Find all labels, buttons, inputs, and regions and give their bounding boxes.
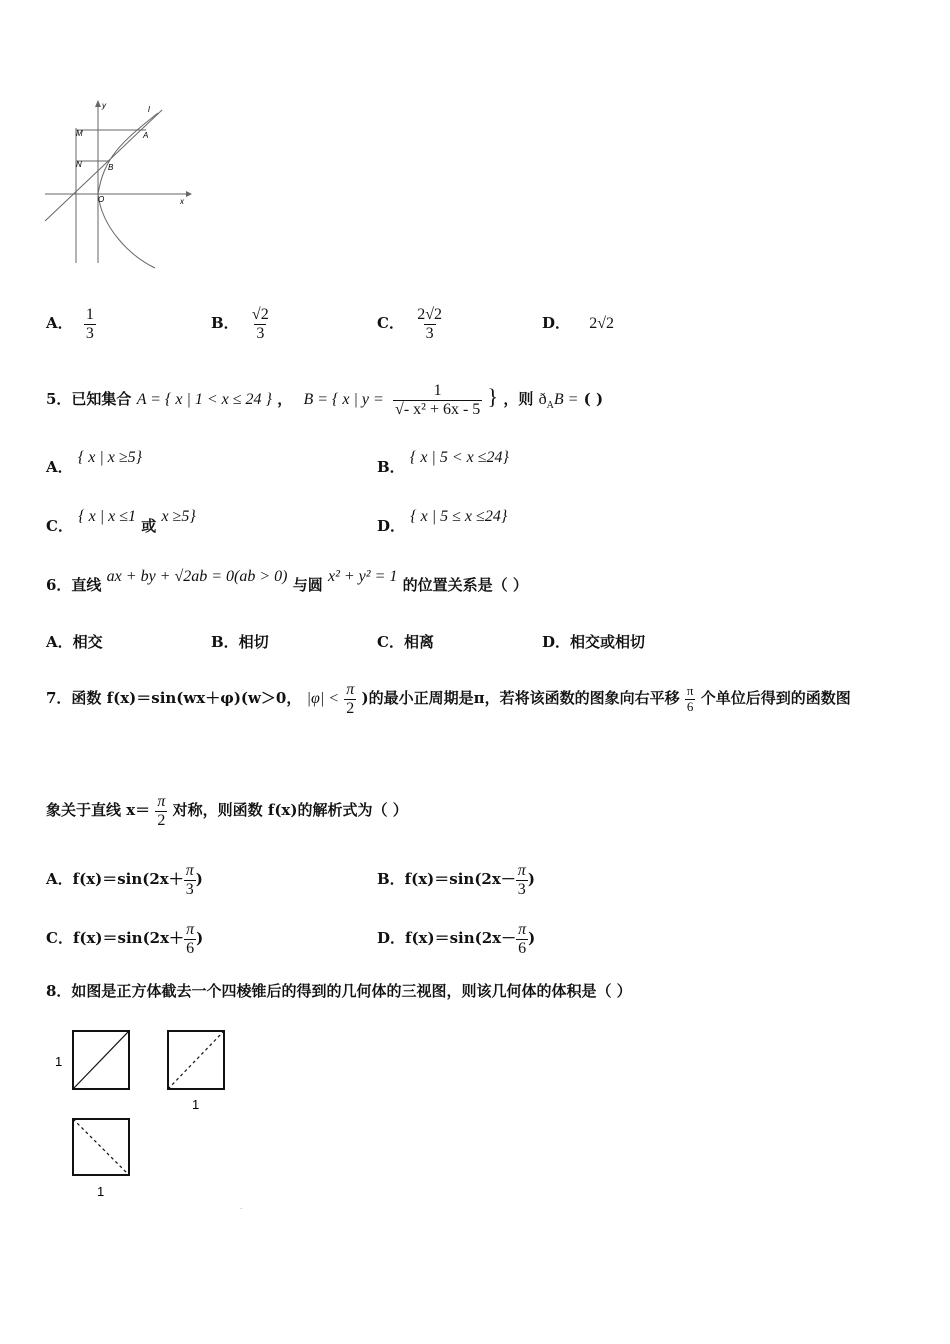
q4-b-den: 3	[256, 324, 265, 342]
q5-option-c[interactable]	[46, 508, 196, 536]
q7-option-d[interactable]	[377, 921, 535, 957]
stray-dot: .	[240, 1202, 243, 1211]
dim-label-front: 1	[55, 1054, 63, 1069]
q4-a-den: 3	[85, 324, 94, 342]
q7-option-c-label: C．f(x)＝sin(2x＋	[46, 929, 185, 948]
q7-option-a-label: A．f(x)＝sin(2x＋	[46, 870, 184, 889]
q7-six-den: 6	[686, 698, 694, 714]
q7-a-den: 3	[185, 880, 194, 898]
q7-pi-num: π	[346, 680, 355, 698]
q5-option-c-label: C．	[46, 517, 73, 535]
q6-tail: 的位置关系是（ ）	[402, 576, 528, 594]
question-5-stem	[46, 370, 603, 433]
question-7-line2	[46, 780, 408, 840]
q5-complement-sub: A	[546, 400, 554, 411]
q6-option-d[interactable]: D．相交或相切	[542, 633, 646, 651]
q5-option-a-label: A．	[46, 458, 73, 476]
q5-option-b[interactable]	[377, 449, 509, 477]
label-a: A	[143, 131, 149, 140]
q5-set-b-num: 1	[433, 381, 442, 399]
q4-a-num: 1	[85, 306, 94, 323]
q5-c-or: 或	[141, 517, 157, 535]
q6-option-a[interactable]: A．相交	[46, 633, 103, 651]
q4-option-b[interactable]	[211, 306, 271, 342]
q6-option-b[interactable]: B．相切	[211, 633, 269, 651]
q7-option-d-label: D．f(x)＝sin(2x－	[377, 929, 517, 948]
q5-paren: ( )	[583, 390, 604, 408]
question-8-stem: 8．如图是正方体截去一个四棱锥后的得到的几何体的三视图，则该几何体的体积是（ ）	[46, 982, 632, 1000]
q4-option-d-label: D．	[542, 314, 571, 332]
q5-set-a: A = { x | 1 < x ≤ 24 }	[136, 391, 272, 408]
q7-pi-num-2: π	[686, 683, 694, 699]
q5-option-b-label: B．	[377, 458, 405, 476]
label-n: N	[76, 160, 82, 169]
side-view-dashed	[168, 1031, 224, 1089]
dim-label-side: 1	[192, 1097, 200, 1112]
q4-c-den: 3	[425, 324, 434, 342]
q7-line2-a: 象关于直线 x＝	[46, 801, 151, 819]
front-view-diagonal	[73, 1031, 129, 1089]
q7-line2-b: 对称，则函数 f(x)的解析式为（ ）	[172, 801, 408, 819]
q6-option-c[interactable]: C．相离	[377, 633, 434, 651]
q4-option-a-label: A．	[46, 314, 73, 333]
label-l: l	[148, 105, 150, 114]
q5-option-d-label: D．	[377, 517, 406, 535]
q5-d-val: { x | 5 ≤ x ≤24}	[410, 508, 508, 525]
q7-stem-part1: 7．函数 f(x)＝sin(wx＋φ)(w＞0，	[46, 689, 302, 707]
q7-b-close: )	[527, 870, 535, 889]
q5-option-d[interactable]	[377, 508, 508, 536]
q7-d-pi: π	[518, 921, 527, 938]
q4-d-val: 2√2	[589, 315, 615, 332]
q5-complement-set: B =	[553, 391, 579, 408]
q7-two-den-2: 2	[157, 811, 166, 829]
q7-two-den: 2	[346, 699, 355, 717]
q7-a-pi: π	[185, 862, 194, 879]
q7-option-b-label: B．f(x)＝sin(2x－	[377, 870, 516, 889]
q5-set-b-suffix: }	[487, 384, 499, 409]
q6-circle-eq: x² + y² = 1	[327, 568, 398, 585]
q4-option-d[interactable]	[542, 312, 614, 333]
q7-a-close: )	[195, 870, 203, 889]
parabola-tangent-graph	[40, 98, 200, 270]
q7-abs-phi: |φ| <	[306, 690, 340, 707]
label-b: B	[108, 163, 114, 172]
q5-c-val2: x ≥5}	[161, 508, 196, 525]
q4-c-num: 2√2	[417, 306, 442, 323]
q7-pi-num-3: π	[157, 792, 166, 810]
q6-with: 与圆	[292, 576, 323, 594]
label-o: O	[98, 195, 105, 204]
q6-line-eq: ax + by + √2ab = 0(ab > 0)	[106, 568, 288, 585]
q4-option-c-label: C．	[377, 314, 404, 333]
three-view-drawing	[50, 1025, 243, 1211]
q7-option-b[interactable]	[377, 862, 535, 898]
q7-option-c[interactable]	[46, 921, 203, 957]
top-view-dashed	[73, 1119, 129, 1175]
q4-option-c[interactable]	[377, 306, 444, 342]
q7-stem-part2: )的最小正周期是π，若将该函数的图象向右平移	[361, 689, 680, 707]
q7-b-den: 3	[517, 880, 526, 898]
q5-c-val1: { x | x ≤1	[78, 508, 136, 525]
q5-a-val: { x | x ≥5}	[77, 449, 143, 466]
q5-option-a[interactable]	[46, 449, 143, 477]
question-6-stem	[46, 568, 528, 595]
question-7-stem	[46, 670, 851, 727]
q4-b-num: √2	[251, 306, 269, 323]
q7-c-den: 6	[186, 939, 195, 957]
q4-option-a[interactable]	[46, 306, 96, 342]
q5-stem-text: 5．已知集合	[46, 390, 132, 408]
q5-complement-symbol: ð	[538, 391, 547, 408]
q7-d-den: 6	[518, 939, 527, 957]
q4-option-b-label: B．	[211, 314, 239, 333]
q7-c-pi: π	[186, 921, 195, 938]
label-m: M	[76, 129, 83, 138]
label-x: x	[180, 197, 184, 206]
q7-option-a[interactable]	[46, 862, 203, 898]
tangent-line	[45, 110, 162, 221]
q5-b-val: { x | 5 < x ≤24}	[409, 449, 509, 466]
q7-b-pi: π	[517, 862, 526, 879]
q5-set-b-prefix: B = { x | y =	[303, 391, 384, 408]
q7-c-close: )	[196, 929, 204, 948]
q7-d-close: )	[528, 929, 536, 948]
parabola-upper	[98, 113, 158, 194]
q7-stem-part3: 个单位后得到的函数图	[700, 689, 851, 707]
dim-label-top: 1	[97, 1184, 105, 1199]
q6-stem-text: 6．直线	[46, 576, 102, 594]
q5-comma: ，	[277, 390, 293, 408]
label-y: y	[102, 101, 106, 110]
parabola-lower	[98, 194, 155, 268]
q5-then: ，则	[503, 390, 534, 408]
q5-set-b-den: √- x² + 6x - 5	[395, 400, 481, 418]
